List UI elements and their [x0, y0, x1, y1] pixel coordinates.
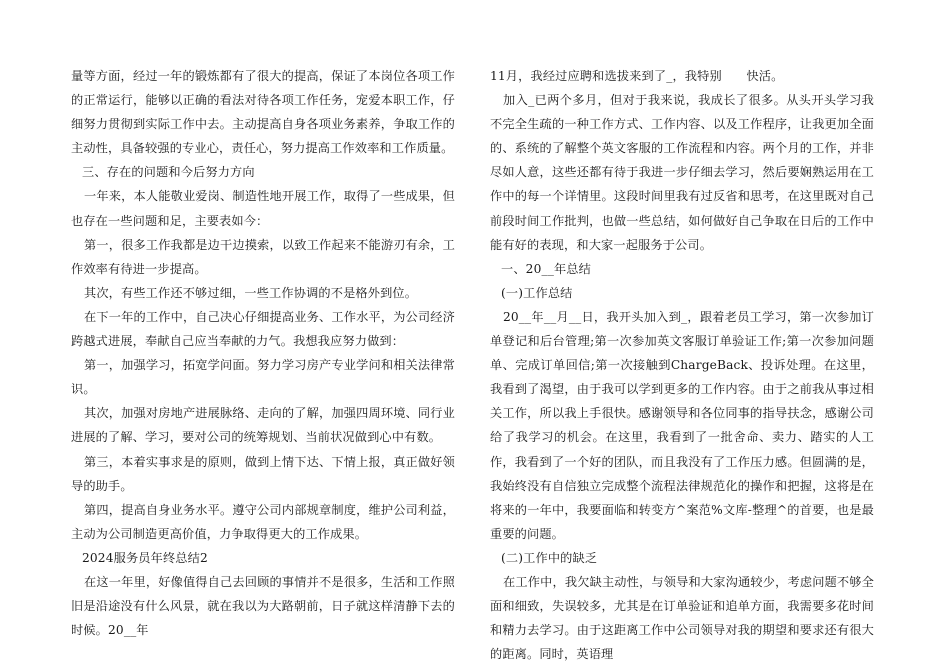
paragraph: 在这一年里，好像值得自己去回顾的事情并不是很多，生活和工作照旧是沿途没有什么风景，就在我以为大路朝前，日子就这样清静下去的时候。20__年 [71, 574, 455, 638]
paragraph: 11月，我经过应聘和选拔来到了_，我特别 快活。 [490, 69, 784, 83]
paragraph: 在工作中，我欠缺主动性，与领导和大家沟通较少，考虑问题不够全面和细致，失误较多，尤其是在订单验证和追单方面，我需要多花时间和精力去学习。由于这距离工作中公司领导对我的期望和要求还有很大的距离。同时，英语理 [490, 574, 874, 662]
paragraph: 量等方面，经过一年的锻炼都有了很大的提高，保证了本岗位各项工作的正常运行，能够以正确的看法对待各项工作任务，宠爱本职工作，仔细努力贯彻到实际工作中去。主动提高自身各项业务素养，争取工作的主动性，具备较强的专业心，责任心，努力提高工作效率和工作质量。 [71, 69, 455, 156]
paragraph: 第三，本着实事求是的原则，做到上情下达、下情上报，真正做好领导的助手。 [71, 454, 455, 493]
paragraph: 其次，加强对房地产进展脉络、走向的了解，加强四周环境、同行业进展的了解、学习，要对公司的统筹规划、当前状况做到心中有数。 [71, 406, 455, 445]
paragraph: 加入_已两个多月，但对于我来说，我成长了很多。从头开头学习我不完全生疏的一种工作方式、工作内容、以及工作程序，让我更加全面的、系统的了解整个英文客服的工作流程和内容。两个月的工作，并非尽如人意，这些还都有待于我进一步仔细去学习，然后要娴熟运用在工作中的每一个详情里。这段时间里我有过反省和思考，在这里既对自己前段时间工作批判，也做一些总结，如何做好自己争取在日后的工作中能有好的表现，和大家一起服务于公司。 [490, 93, 874, 252]
left-column [71, 64, 455, 642]
paragraph: 第一，很多工作我都是边干边摸索，以致工作起来不能游刃有余，工作效率有待进一步提高。 [71, 237, 455, 276]
paragraph: 一年来，本人能敬业爱岗、制造性地开展工作，取得了一些成果，但也存在一些问题和足，主要表如今： [71, 189, 455, 228]
paragraph: 第四，提高自身业务水平。遵守公司内部规章制度，维护公司利益，主动为公司制造更高价值，力争取得更大的工作成果。 [71, 502, 455, 541]
section-heading: 三、存在的问题和今后努力方向 [82, 165, 255, 180]
section-heading: (二)工作中的缺乏 [501, 550, 598, 565]
paragraph: 第一，加强学习，拓宽学问面。努力学习房产专业学问和相关法律常识。 [71, 358, 455, 397]
right-column [490, 64, 874, 666]
paragraph: 其次，有些工作还不够过细，一些工作协调的不是格外到位。 [84, 285, 418, 300]
section-heading: 一、20__年总结 [501, 261, 591, 276]
paragraph: 20__年__月__日，我开头加入到_，跟着老员工学习，第一次参加订单登记和后台管理;第一次参加英文客服订单验证工作;第一次参加问题单、完成订单回信;第一次接触到ChargeBack、投诉处理。在这里，我看到了渴望，由于我可以学到更多的工作内容。由于之前我从事过相关工作，所以我上手很快。感谢领导和各位同事的指导扶念，感谢公司给了我学习的机会。在这里，我看到了一批舍命、卖力、踏实的人工作，我看到了一个好的团队，而且我没有了工作压力感。但圆满的是，我始终没有自信独立完成整个流程法律规范化的操作和把握，这将是在将来的一年中，我要面临和转变方^案范%文库-整理^的首要，也是最重要的问题。 [490, 309, 874, 541]
paragraph: 在下一年的工作中，自己决心仔细提高业务、工作水平，为公司经济跨越式进展，奉献自己应当奉献的力气。我想我应努力做到： [71, 309, 455, 349]
section-heading: (一)工作总结 [501, 285, 573, 300]
section-heading: 2024服务员年终总结2 [82, 550, 208, 565]
